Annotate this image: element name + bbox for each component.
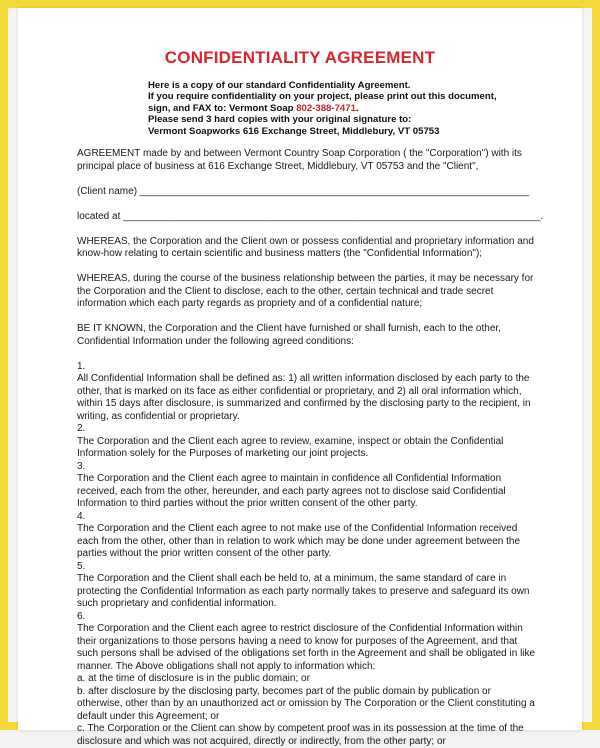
- document-page: [18, 8, 582, 730]
- intro-line-2: If you require confidentiality on your project, please print out this document,: [148, 91, 528, 102]
- subitem-text: a. at the time of disclosure is in the public domain; or: [77, 673, 537, 686]
- clause-number: 4.: [77, 511, 537, 524]
- clause-number: 3.: [77, 461, 537, 474]
- whereas-paragraph-2: WHEREAS, during the course of the business relationship between the parties, it may be necessary for the Corporation and the Client to disclose, each to the other, certain technical and trade secret information which each party regards as propriety and of a confidential nature;: [77, 273, 537, 311]
- clause-text: All Confidential Information shall be defined as: 1) all written information disclosed by each party to the other, that is marked on its face as either confidential or proprietary, and 2) all oral information which, within 15 days after disclosure, is summarized and confirmed by the disclosing party to the recipient, in writing, as confidential or proprietary.: [77, 373, 537, 423]
- intro-line-3-end: .: [356, 103, 359, 114]
- clause-number: 5.: [77, 561, 537, 574]
- clause-list: [77, 361, 537, 748]
- intro-block: [148, 80, 528, 137]
- be-it-known-paragraph: BE IT KNOWN, the Corporation and the Client have furnished or shall furnish, each to the other, Confidential Information under the following agreed conditions:: [77, 323, 537, 348]
- agreement-paragraph: AGREEMENT made by and between Vermont Country Soap Corporation ( the "Corporation") with its principal place of business at 616 Exchange Street, Middlebury, VT 05753 and the "Client",: [77, 148, 537, 173]
- clause-number: 6.: [77, 611, 537, 624]
- client-name-field: (Client name) ______________________________________________________________________: [77, 186, 537, 199]
- agreement-body: [77, 148, 537, 748]
- clause-text: The Corporation and the Client each agree to review, examine, inspect or obtain the Confidential Information solely for the Purposes of marketing our joint projects.: [77, 436, 537, 461]
- clause-text: The Corporation and the Client each agree to restrict disclosure of the Confidential Information within their organizations to those persons having a need to know for purposes of the Agreement, and that such persons shall be advised of the obligations set forth in the Agreement and shall be obligated in like manner. The Above obligations shall not apply to information which:: [77, 623, 537, 673]
- located-at-field: located at ___________________________________________________________________________.: [77, 211, 537, 224]
- clause-number: 2.: [77, 423, 537, 436]
- clause-text: The Corporation and the Client shall each be held to, at a minimum, the same standard of care in protecting the Confidential Information as each party normally takes to preserve and safeguard its own such proprietary and confidential information.: [77, 573, 537, 611]
- document-title: CONFIDENTIALITY AGREEMENT: [18, 48, 582, 68]
- intro-line-5: Vermont Soapworks 616 Exchange Street, Middlebury, VT 05753: [148, 126, 528, 137]
- subitem-text: c. The Corporation or the Client can show by competent proof was in its possession at the time of the disclosure and which was not acquired, directly or indirectly, from the other party; or: [77, 723, 537, 748]
- intro-line-3: [148, 103, 528, 114]
- intro-fax-text: sign, and FAX to: Vermont Soap: [148, 103, 296, 114]
- whereas-paragraph-1: WHEREAS, the Corporation and the Client own or possess confidential and proprietary information and know-how relating to certain scientific and business matters (the "Confidential Information");: [77, 236, 537, 261]
- clause-text: The Corporation and the Client each agree to not make use of the Confidential Information received each from the other, other than in relation to work which may be done under agreement between the parties without the prior written consent of the other party.: [77, 523, 537, 561]
- subitem-text: b. after disclosure by the disclosing party, becomes part of the public domain by publication or otherwise, other than by an unauthorized act or omission by The Corporation or the Client constituting a default under this Agreement; or: [77, 686, 537, 724]
- clause-text: The Corporation and the Client each agree to maintain in confidence all Confidential Information received, each from the other, hereunder, and each party agrees not to disclose said Confidential Information to third parties without the prior written consent of the other party.: [77, 473, 537, 511]
- intro-line-1: Here is a copy of our standard Confidentiality Agreement.: [148, 80, 528, 91]
- intro-line-4: Please send 3 hard copies with your original signature to:: [148, 114, 528, 125]
- clause-number: 1.: [77, 361, 537, 374]
- phone-number: 802-388-7471: [296, 103, 356, 114]
